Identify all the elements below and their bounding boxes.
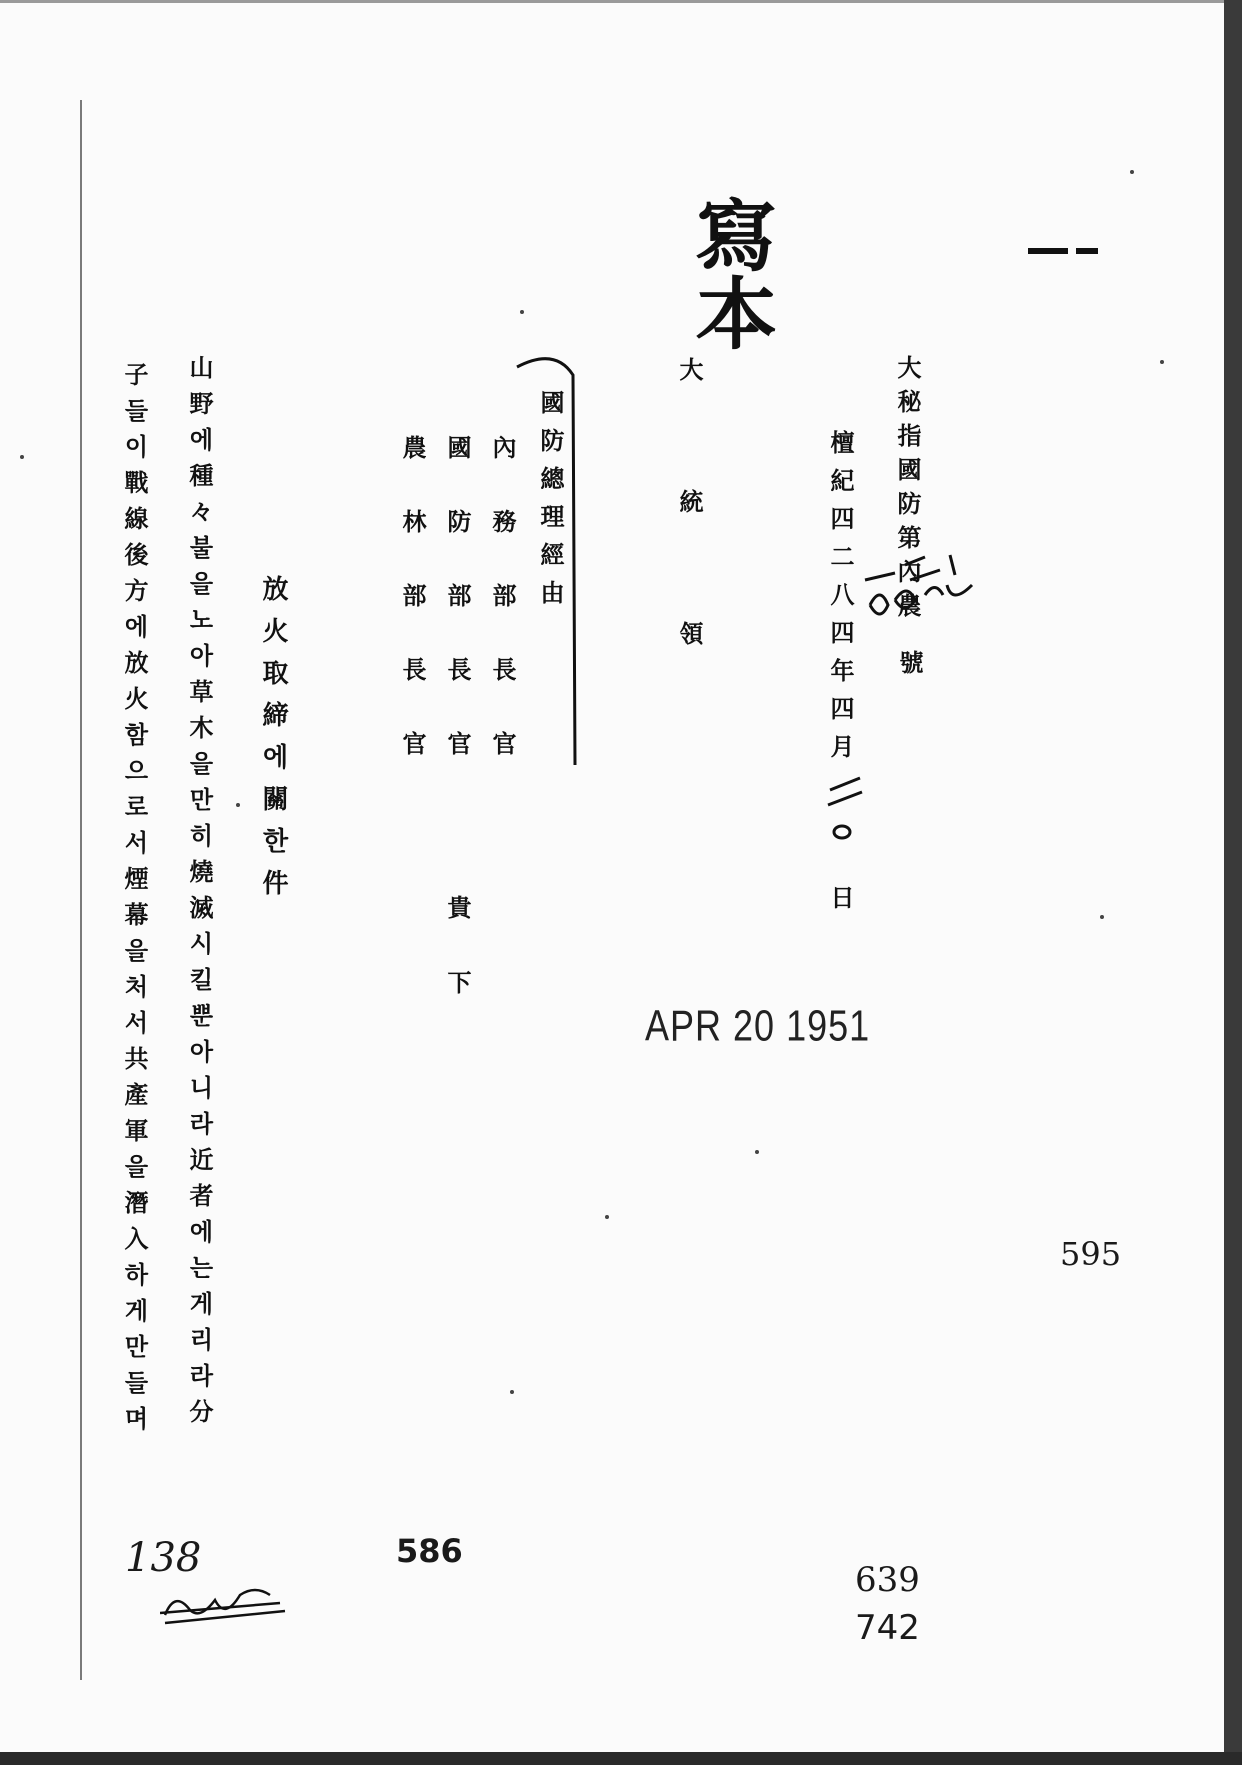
scan-right-edge <box>1224 0 1242 1752</box>
speckle <box>520 310 524 314</box>
speckle <box>20 455 24 459</box>
page-number-bottom-right-2: 742 <box>855 1608 920 1648</box>
received-date-stamp: APR 20 1951 <box>645 1000 871 1050</box>
speckle <box>755 1150 759 1154</box>
page-number-bottom-right-1: 639 <box>855 1560 920 1600</box>
left-margin-rule <box>80 100 82 1680</box>
handwritten-page-number: 138 <box>125 1535 202 1581</box>
copy-stamp-title: 寫本 <box>681 195 778 351</box>
date-suffix: 日 <box>826 885 854 909</box>
speckle <box>1100 915 1104 919</box>
struck-out-number <box>160 1585 290 1635</box>
page-number-right: 595 <box>1060 1235 1122 1273</box>
date-column: 檀紀四二八四年四月 <box>826 430 854 772</box>
dash-mark <box>1028 248 1098 254</box>
body-line-2: 子들이戰線後方에放火함으로서煙幕을처서共產軍을潛入하게만들며 <box>120 362 148 1442</box>
date-day <box>826 780 827 782</box>
doc-number-suffix: 號 <box>895 650 923 674</box>
honorific-1: 貴 <box>443 895 471 919</box>
doc-number-column: 大秘指國防第內農 <box>893 355 921 627</box>
addressee-column: 大統領 <box>675 357 703 753</box>
speckle <box>1130 170 1134 174</box>
speckle <box>605 1215 609 1219</box>
body-line-1: 山野에種々불을노아草木을만히燒滅시킬뿐아니라近者에는게리라分 <box>185 355 213 1435</box>
recipient-home-affairs: 內務部長官 <box>488 435 516 805</box>
handwritten-day <box>820 770 870 850</box>
subject-line: 放火取締에關한件 <box>258 575 288 911</box>
recipient-defense: 國防部長官 <box>443 435 471 805</box>
doc-number-hand-2 <box>855 600 856 603</box>
top-edge <box>0 0 1224 3</box>
scan-bottom-edge <box>0 1752 1242 1765</box>
speckle <box>236 803 240 807</box>
page-number-bottom-center: 586 <box>396 1532 463 1570</box>
speckle <box>1160 360 1164 364</box>
doc-number-hand-text: 一三九 <box>885 617 939 635</box>
recipient-agriculture: 農林部長官 <box>398 435 426 805</box>
honorific-2: 下 <box>443 970 471 994</box>
routing-via-column: 國防總理經由 <box>536 390 564 618</box>
handwritten-doc-number <box>855 545 985 635</box>
speckle <box>510 1390 514 1394</box>
